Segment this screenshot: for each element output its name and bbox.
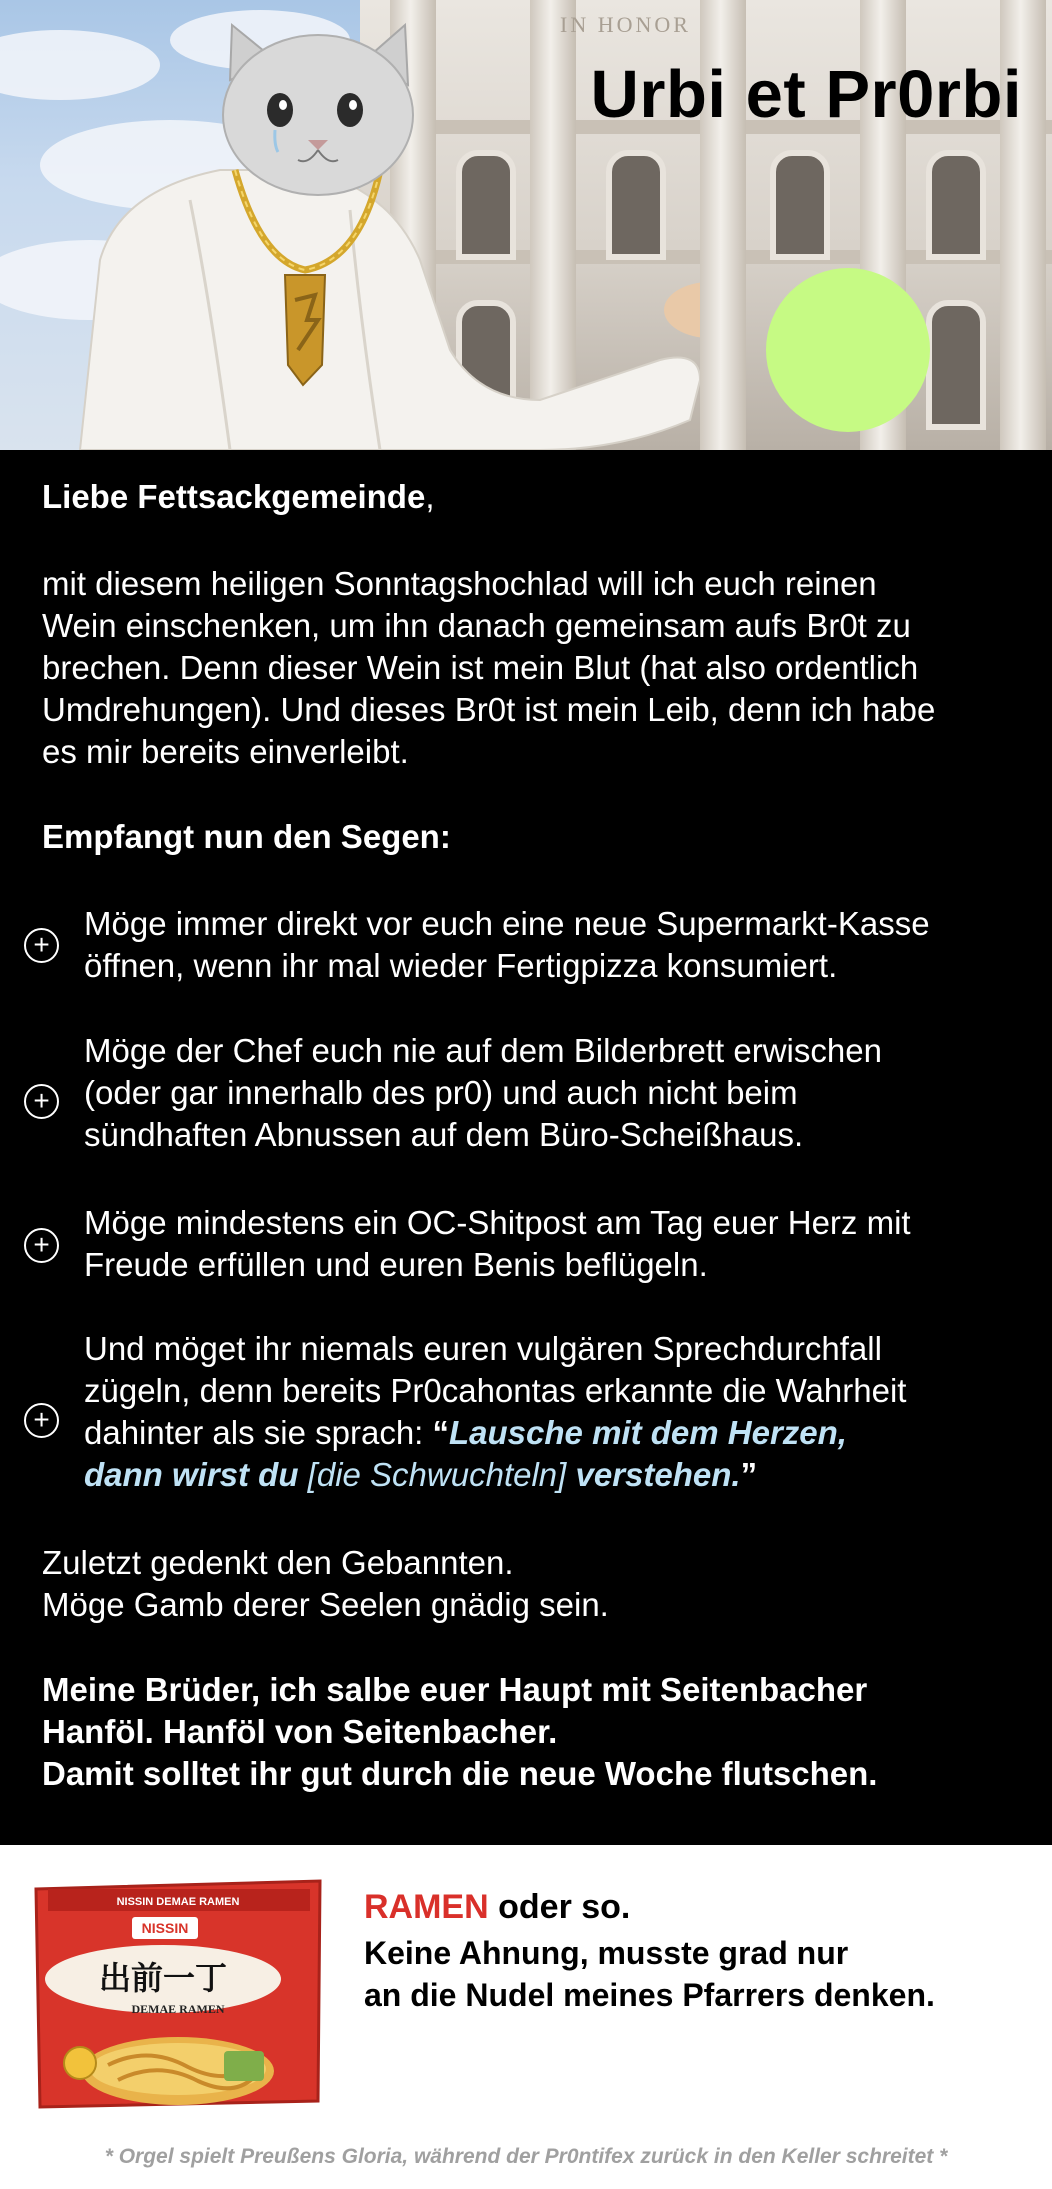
ramen-line1-rest: oder so.	[488, 1888, 631, 1926]
building-inscription: IN HONOR	[560, 12, 691, 37]
remembrance-line: Möge Gamb derer Seelen gnädig sein.	[42, 1586, 609, 1623]
ramen-caption-line1	[364, 1885, 630, 1929]
censor-dot	[766, 268, 930, 432]
ramen-word: RAMEN	[364, 1888, 489, 1926]
ramen-caption-line2: Keine Ahnung, musste grad nur	[364, 1935, 849, 1971]
sermon-text-block	[0, 450, 1052, 1845]
footer	[0, 1845, 1052, 2189]
blessing-line	[84, 1454, 757, 1496]
intro-line: mit diesem heiligen Sonntagshochlad will ich euch reinen	[42, 565, 877, 602]
quote-open: “	[432, 1414, 450, 1451]
blessing-line: Möge der Chef euch nie auf dem Bilderbrett erwischen	[84, 1032, 882, 1069]
blessing-heading: Empfangt nun den Segen:	[42, 818, 451, 855]
closing-line: Meine Brüder, ich salbe euer Haupt mit Seitenbacher	[42, 1671, 868, 1708]
remembrance-line: Zuletzt gedenkt den Gebannten.	[42, 1544, 514, 1581]
blessing-line: (oder gar innerhalb des pr0) und auch nicht beim	[84, 1074, 798, 1111]
plus-circle-icon: +	[24, 1403, 59, 1438]
blessing-line: zügeln, denn bereits Pr0cahontas erkannte die Wahrheit	[84, 1372, 907, 1409]
blessing-line: öffnen, wenn ihr mal wieder Fertigpizza konsumiert.	[84, 947, 838, 984]
greeting	[42, 476, 434, 518]
greeting-bold: Liebe Fettsackgemeinde	[42, 478, 426, 515]
header-image	[0, 0, 1052, 450]
greeting-comma: ,	[425, 478, 435, 515]
quote-text: Lausche mit dem Herzen,	[449, 1414, 847, 1451]
ramen-sub-text: DEMAE RAMEN	[131, 2002, 225, 2016]
intro-line: Umdrehungen). Und dieses Br0t ist mein Leib, denn ich habe	[42, 691, 936, 728]
ramen-kanji-text: 出前一丁	[98, 1959, 228, 1997]
plus-circle-icon: +	[24, 1084, 59, 1119]
ramen-package-image	[28, 1875, 328, 2113]
page-title: Urbi et Pr0rbi	[590, 57, 1022, 132]
blessing-line: Möge immer direkt vor euch eine neue Supermarkt-Kasse	[84, 905, 930, 942]
quote-close: ”	[740, 1456, 758, 1493]
blessing-line: Freude erfüllen und euren Benis beflügeln.	[84, 1246, 708, 1283]
intro-line: brechen. Denn dieser Wein ist mein Blut (hat also ordentlich	[42, 649, 919, 686]
quote-bracket: [die Schwuchteln]	[307, 1456, 567, 1493]
closing-line: Damit solltet ihr gut durch die neue Woche flutschen.	[42, 1755, 878, 1792]
closing-caption: * Orgel spielt Preußens Gloria, während der Pr0ntifex zurück in den Keller schreitet *	[104, 2145, 948, 2168]
ramen-pack-top-text: NISSIN DEMAE RAMEN	[116, 1896, 240, 1908]
blessing-line: Und möget ihr niemals euren vulgären Sprechdurchfall	[84, 1330, 882, 1367]
blessing-line: Möge mindestens ein OC-Shitpost am Tag euer Herz mit	[84, 1204, 911, 1241]
intro-line: es mir bereits einverleibt.	[42, 733, 409, 770]
blessing-line-text: dahinter als sie sprach:	[84, 1414, 433, 1451]
blessing-line	[84, 1412, 847, 1454]
blessing-line: sündhaften Abnussen auf dem Büro-Scheißhaus.	[84, 1116, 804, 1153]
plus-circle-icon: +	[24, 928, 59, 963]
plus-circle-icon: +	[24, 1228, 59, 1263]
ramen-caption-line3: an die Nudel meines Pfarrers denken.	[364, 1977, 935, 2013]
quote-text: dann wirst du	[84, 1456, 299, 1493]
intro-line: Wein einschenken, um ihn danach gemeinsam aufs Br0t zu	[42, 607, 911, 644]
ramen-brand-text: NISSIN	[141, 1920, 189, 1936]
closing-line: Hanföl. Hanföl von Seitenbacher.	[42, 1713, 558, 1750]
quote-text: verstehen.	[575, 1456, 741, 1493]
